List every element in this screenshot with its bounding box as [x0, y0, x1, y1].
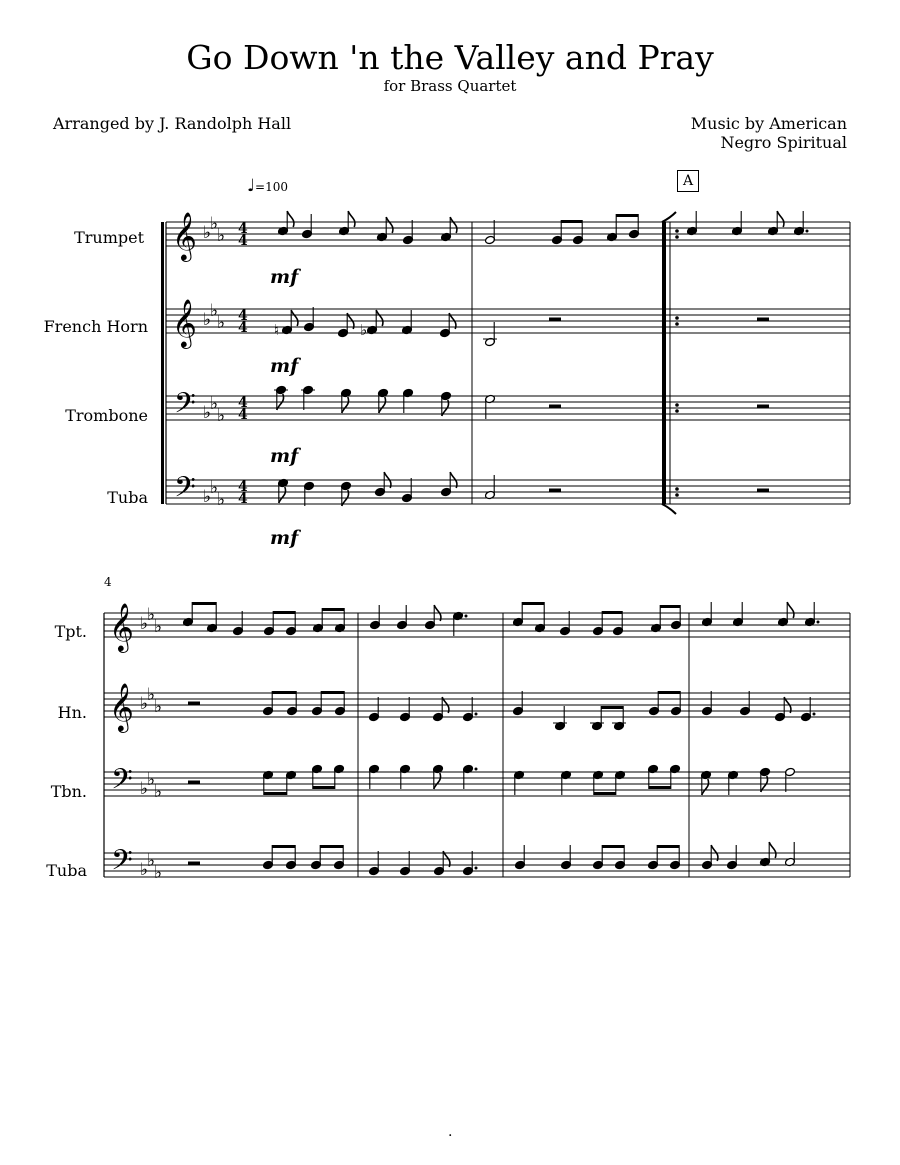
note-flag: [348, 211, 355, 227]
augmentation-dot: [817, 621, 820, 624]
repeat-bracket-bottom: [662, 504, 676, 514]
flat-icon: ♭: [210, 478, 219, 498]
time-signature-top: 4: [238, 308, 248, 324]
note-beam: [192, 602, 216, 605]
flat-icon: ♭: [203, 310, 212, 330]
note-beam: [313, 786, 335, 789]
note-flag: [287, 211, 294, 227]
note-flag: [769, 842, 776, 858]
flat-icon: ♭: [140, 694, 149, 714]
flat-icon: ♭: [217, 406, 226, 426]
note-flag: [342, 397, 349, 413]
note-beam: [601, 706, 623, 709]
thick-barline: [662, 222, 666, 504]
dynamic-mf-horn: mf: [270, 355, 299, 377]
flat-icon: ♭: [154, 697, 163, 717]
flat-icon: ♭: [154, 782, 163, 802]
note-beam: [649, 786, 671, 789]
instrument-label-tuba-2: Tuba: [46, 861, 87, 880]
note-beam: [658, 691, 680, 694]
flat-icon: ♭: [210, 301, 219, 321]
note-flag: [279, 487, 286, 503]
note-beam: [657, 845, 679, 848]
rehearsal-mark: A: [677, 170, 699, 192]
note-flag: [777, 211, 784, 227]
repeat-dot: [675, 322, 679, 326]
half-rest: [188, 781, 200, 785]
bass-clef-icon: 𝄢: [174, 387, 196, 427]
note-beam: [522, 602, 544, 605]
augmentation-dot: [806, 230, 809, 233]
flat-icon: ♭: [217, 226, 226, 246]
treble-clef-icon: 𝄞: [172, 298, 197, 347]
flat-icon: ♭: [217, 313, 226, 333]
instrument-label-trombone: Trombone: [65, 406, 148, 425]
augmentation-dot: [475, 713, 478, 716]
repeat-dot: [675, 409, 679, 413]
note-flag: [702, 779, 709, 795]
half-rest: [757, 489, 769, 493]
quarter-note-icon: ♩: [247, 176, 256, 196]
repeat-dot: [675, 316, 679, 320]
instrument-label-tuba: Tuba: [107, 488, 148, 507]
note-flag: [450, 217, 457, 233]
note-beam: [602, 845, 624, 848]
composer-line-2: Negro Spiritual: [720, 133, 847, 152]
note-flag: [379, 397, 386, 413]
note-beam: [594, 792, 616, 795]
system-bracket: [161, 222, 164, 504]
dynamic-mf-tuba: mf: [270, 527, 299, 549]
half-rest: [549, 405, 561, 409]
dynamic-mf-trumpet: mf: [270, 266, 299, 288]
time-signature-bottom: 4: [238, 491, 248, 507]
note-beam: [320, 845, 343, 848]
note-beam: [616, 214, 638, 217]
repeat-bracket-top: [662, 212, 676, 222]
instrument-label-horn: French Horn: [43, 317, 148, 336]
natural-icon: ♮: [274, 321, 280, 339]
tempo-value: =100: [255, 180, 288, 194]
time-signature-top: 4: [238, 479, 248, 495]
flat-icon: ♭: [203, 223, 212, 243]
augmentation-dot: [813, 713, 816, 716]
augmentation-dot: [475, 867, 478, 870]
instrument-label-tbn: Tbn.: [50, 782, 87, 801]
measure-number: 4: [104, 575, 112, 589]
score-title: Go Down 'n the Valley and Pray: [186, 38, 714, 77]
note-beam: [660, 605, 680, 608]
treble-clef-icon: 𝄞: [109, 682, 134, 731]
flat-icon: ♭: [203, 487, 212, 507]
half-rest: [549, 318, 561, 322]
treble-clef-icon: 𝄞: [109, 602, 134, 651]
flat-icon: ♭: [140, 614, 149, 634]
repeat-dot: [675, 403, 679, 407]
note-beam: [264, 792, 287, 795]
half-rest: [757, 405, 769, 409]
composer-line-1: Music by American: [690, 114, 847, 133]
note-beam: [272, 691, 296, 694]
augmentation-dot: [475, 768, 478, 771]
flat-icon: ♭: [154, 617, 163, 637]
note-beam: [602, 611, 622, 614]
flat-icon: ♭: [140, 779, 149, 799]
time-signature-bottom: 4: [238, 320, 248, 336]
bass-clef-icon: 𝄢: [111, 763, 133, 803]
note-flag: [291, 310, 298, 326]
half-rest: [549, 489, 561, 493]
note-beam: [273, 611, 295, 614]
instrument-label-hn: Hn.: [57, 703, 87, 722]
half-rest: [757, 318, 769, 322]
note-flag: [386, 217, 393, 233]
bass-clef-icon: 𝄢: [174, 471, 196, 511]
score-subtitle: for Brass Quartet: [383, 77, 517, 95]
flat-icon: ♭: [210, 394, 219, 414]
repeat-dot: [675, 493, 679, 497]
flat-icon: ♭: [217, 490, 226, 510]
note-beam: [321, 691, 344, 694]
bass-clef-icon: 𝄢: [111, 844, 133, 884]
time-signature-top: 4: [238, 221, 248, 237]
time-signature-bottom: 4: [238, 233, 248, 249]
time-signature-bottom: 4: [238, 407, 248, 423]
flat-icon: ♭: [154, 863, 163, 883]
treble-clef-icon: 𝄞: [172, 211, 197, 260]
note-flag: [787, 602, 794, 618]
note-beam: [272, 845, 295, 848]
repeat-dot: [675, 229, 679, 233]
arranger-credit: Arranged by J. Randolph Hall: [53, 114, 292, 133]
augmentation-dot: [465, 615, 468, 618]
instrument-label-tpt: Tpt.: [54, 622, 87, 641]
note-beam: [561, 220, 582, 223]
flat-icon: ♭: [140, 860, 149, 880]
flat-icon: ♭: [360, 321, 368, 339]
note-flag: [434, 773, 441, 789]
footer-mark: .: [448, 1124, 453, 1140]
flat-icon: ♭: [210, 214, 219, 234]
half-rest: [188, 702, 200, 706]
flat-icon: ♭: [147, 605, 156, 625]
repeat-dot: [675, 487, 679, 491]
flat-icon: ♭: [203, 403, 212, 423]
note-flag: [376, 310, 383, 326]
half-rest: [188, 862, 200, 866]
flat-icon: ♭: [147, 770, 156, 790]
time-signature-top: 4: [238, 395, 248, 411]
flat-icon: ♭: [147, 851, 156, 871]
note-beam: [322, 608, 344, 611]
flat-icon: ♭: [147, 685, 156, 705]
repeat-dot: [675, 235, 679, 239]
dynamic-mf-trombone: mf: [270, 445, 299, 467]
instrument-label-trumpet: Trumpet: [74, 228, 144, 247]
